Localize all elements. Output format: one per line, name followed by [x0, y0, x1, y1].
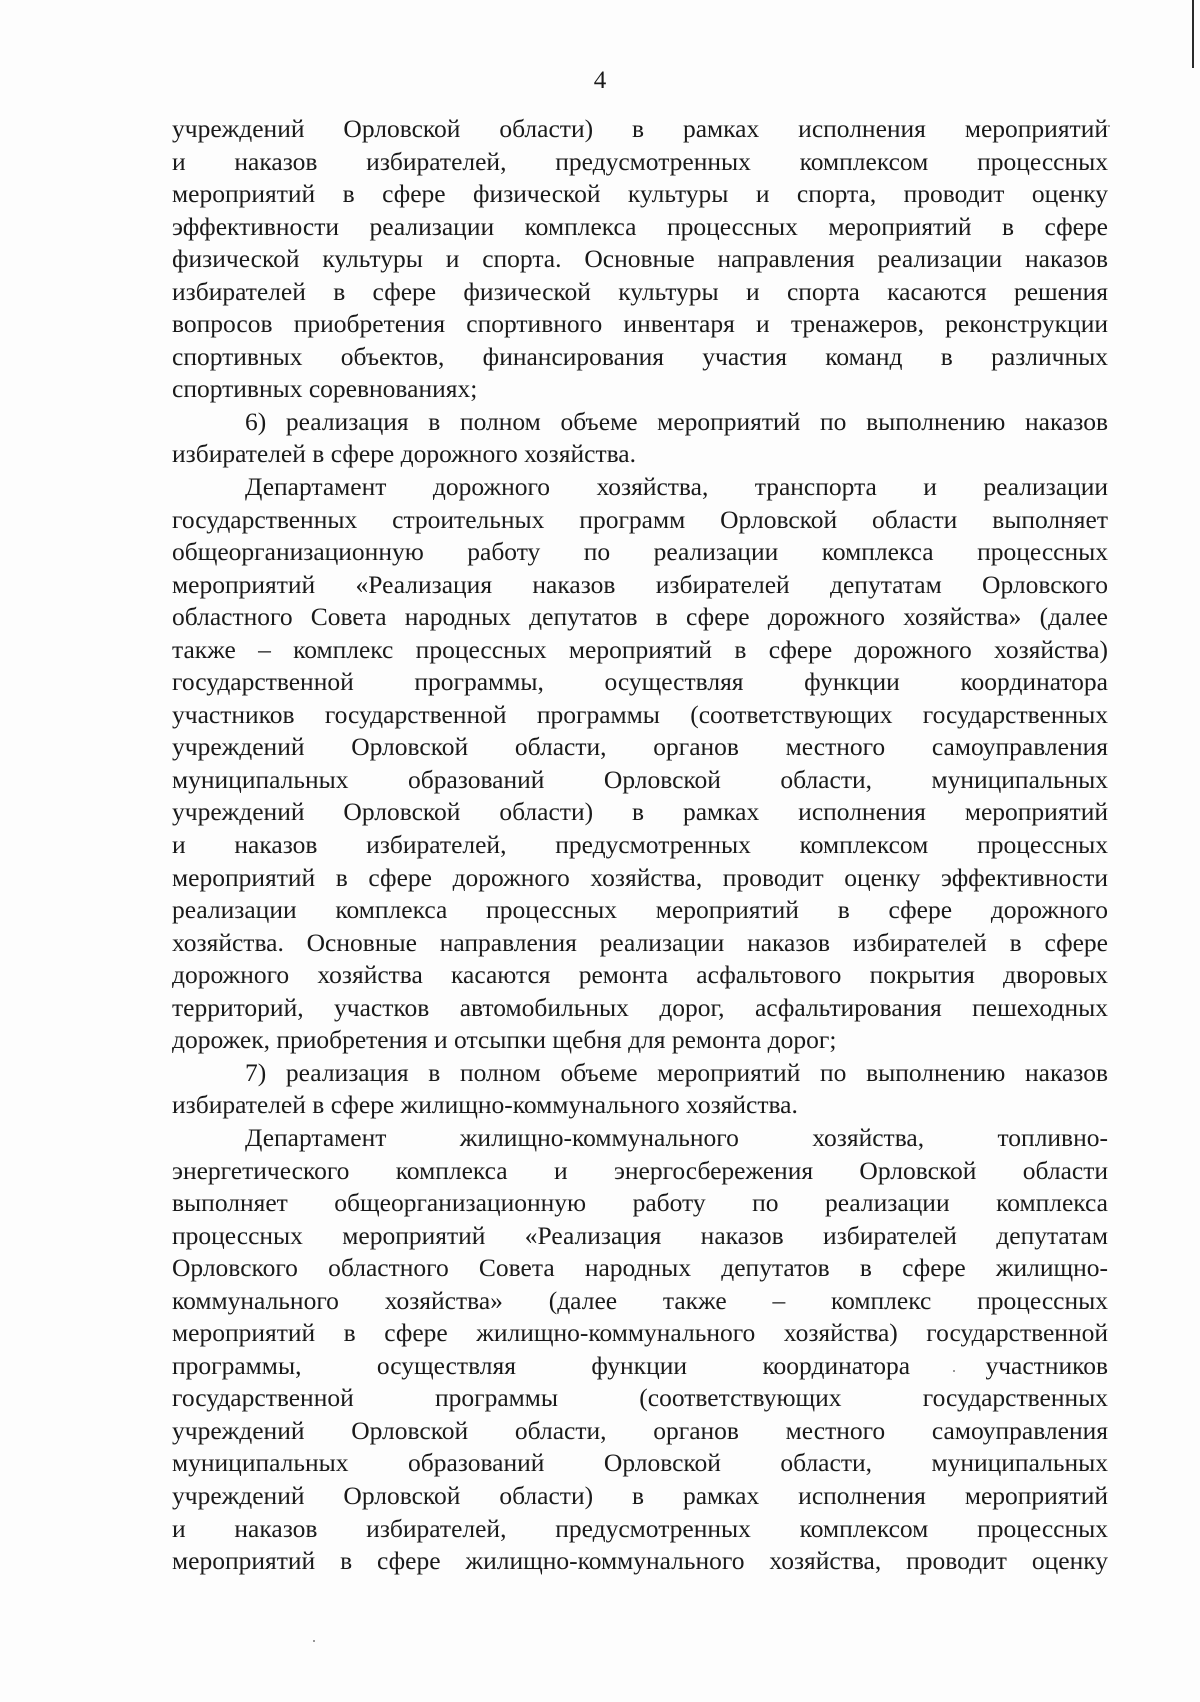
- text-line: избирателей в сфере физической культуры и спорта касаются решения: [172, 276, 1108, 306]
- text-line: коммунального хозяйства» (далее также – комплекс процессных: [172, 1285, 1108, 1315]
- text-line: энергетического комплекса и энергосбережения Орловской области: [172, 1155, 1108, 1185]
- text-line: мероприятий «Реализация наказов избирателей депутатам Орловского: [172, 569, 1108, 599]
- text-line: учреждений Орловской области, органов местного самоуправления: [172, 732, 1108, 762]
- text-line: территорий, участков автомобильных дорог, асфальтирования пешеходных: [172, 992, 1108, 1022]
- text-line: и наказов избирателей, предусмотренных комплексом процессных: [172, 146, 1108, 176]
- text-line: также – комплекс процессных мероприятий в сфере дорожного хозяйства): [172, 634, 1108, 664]
- text-line: муниципальных образований Орловской области, муниципальных: [172, 1448, 1108, 1478]
- text-line: государственных строительных программ Орловской области выполняет: [172, 504, 1108, 534]
- text-line: вопросов приобретения спортивного инвентаря и тренажеров, реконструкции: [172, 309, 1108, 339]
- document-body: [172, 113, 1108, 1578]
- text-line: участников государственной программы (соответствующих государственных: [172, 699, 1108, 729]
- text-line: процессных мероприятий «Реализация наказов избирателей депутатам: [172, 1220, 1108, 1250]
- text-line: выполняет общеорганизационную работу по реализации комплекса: [172, 1188, 1108, 1218]
- scan-speck: [313, 1640, 315, 1642]
- text-line: учреждений Орловской области) в рамках исполнения мероприятий: [172, 797, 1108, 827]
- text-line: дорожек, приобретения и отсыпки щебня для ремонта дорог;: [172, 1025, 837, 1055]
- text-line: и наказов избирателей, предусмотренных комплексом процессных: [172, 1513, 1108, 1543]
- text-line: Департамент жилищно-коммунального хозяйства, топливно-: [245, 1122, 1108, 1152]
- text-line: Департамент дорожного хозяйства, транспорта и реализации: [245, 472, 1108, 502]
- scan-edge-mark: [1192, 0, 1194, 68]
- text-line: государственной программы (соответствующих государственных: [172, 1383, 1108, 1413]
- text-line: реализации комплекса процессных мероприятий в сфере дорожного: [172, 895, 1108, 925]
- text-line: мероприятий в сфере физической культуры и спорта, проводит оценку: [172, 179, 1108, 209]
- text-line: учреждений Орловской области) в рамках исполнения мероприятий: [172, 114, 1108, 143]
- text-line: областного Совета народных депутатов в сфере дорожного хозяйства» (далее: [172, 602, 1108, 632]
- text-line: избирателей в сфере дорожного хозяйства.: [172, 439, 636, 469]
- text-line: Орловского областного Совета народных депутатов в сфере жилищно-: [172, 1253, 1108, 1283]
- text-line: избирателей в сфере жилищно-коммунального хозяйства.: [172, 1090, 798, 1120]
- text-line: мероприятий в сфере жилищно-коммунального хозяйства) государственной: [172, 1318, 1108, 1348]
- text-line: спортивных соревнованиях;: [172, 374, 478, 404]
- scan-speck: [1108, 125, 1110, 127]
- text-line: мероприятий в сфере жилищно-коммунального хозяйства, проводит оценку: [172, 1546, 1108, 1576]
- text-line: и наказов избирателей, предусмотренных комплексом процессных: [172, 830, 1108, 860]
- text-line: спортивных объектов, финансирования участия команд в различных: [172, 341, 1108, 371]
- text-line: 6) реализация в полном объеме мероприятий по выполнению наказов: [245, 406, 1108, 436]
- text-line: дорожного хозяйства касаются ремонта асфальтового покрытия дворовых: [172, 960, 1108, 990]
- text-line: учреждений Орловской области) в рамках исполнения мероприятий: [172, 1480, 1108, 1510]
- text-line: учреждений Орловской области, органов местного самоуправления: [172, 1415, 1108, 1445]
- text-line: программы, осуществляя функции координатора участников: [172, 1350, 1108, 1380]
- text-line: 7) реализация в полном объеме мероприятий по выполнению наказов: [245, 1057, 1108, 1087]
- text-line: муниципальных образований Орловской области, муниципальных: [172, 764, 1108, 794]
- page-number: 4: [593, 67, 607, 94]
- text-line: общеорганизационную работу по реализации комплекса процессных: [172, 537, 1108, 567]
- text-line: хозяйства. Основные направления реализации наказов избирателей в сфере: [172, 927, 1108, 957]
- text-line: физической культуры и спорта. Основные направления реализации наказов: [172, 244, 1108, 274]
- text-line: государственной программы, осуществляя функции координатора: [172, 667, 1108, 697]
- text-line: мероприятий в сфере дорожного хозяйства, проводит оценку эффективности: [172, 862, 1108, 892]
- text-line: эффективности реализации комплекса процессных мероприятий в сфере: [172, 211, 1108, 241]
